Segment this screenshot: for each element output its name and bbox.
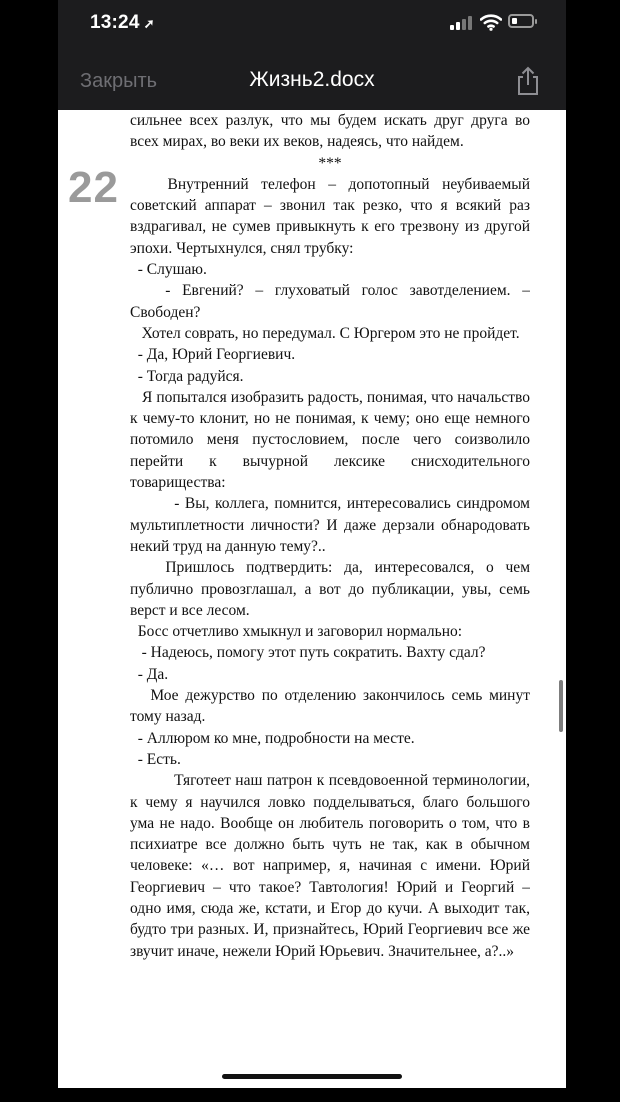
battery-level-fill: [512, 18, 517, 24]
close-button[interactable]: Закрыть: [80, 70, 158, 92]
document-paragraph: - Да.: [130, 665, 169, 683]
wifi-icon: [480, 13, 502, 31]
status-time: [90, 12, 155, 34]
document-paragraph: - Да, Юрий Георгиевич.: [130, 346, 296, 364]
cellular-signal-icon: [450, 16, 472, 30]
document-title: Жизнь2.docx: [249, 68, 375, 91]
document-paragraph: Внутренний телефон – допотопный неубиваемый советский аппарат – звонил так резко, что я всякий раз вздрагивал, не сумев привыкнуть к его трезвону из другой эпохи. Чертыхнулся, снял трубку:: [130, 175, 530, 257]
document-paragraph: - Тогда радуйся.: [130, 367, 244, 385]
document-paragraph: - Аллюром ко мне, подробности на месте.: [130, 729, 415, 747]
document-paragraph: - Есть.: [130, 750, 181, 768]
document-paragraph: Хотел соврать, но передумал. С Юргером это не пройдет.: [130, 324, 520, 342]
share-icon[interactable]: [514, 66, 542, 96]
document-paragraph: - Слушаю.: [130, 261, 207, 279]
document-paragraph: - Евгений? – глуховатый голос завотделением. – Свободен?: [130, 282, 530, 321]
scroll-indicator[interactable]: [559, 680, 563, 732]
document-paragraph: Я попытался изобразить радость, понимая, что начальство к чему-то клонит, но не понимая, к чему; оно еще немного потомило меня пустословием, после чего соизволило перейти к вычурной лексике снисходительного товарищества:: [130, 388, 530, 492]
document-paragraph: Пришлось подтвердить: да, интересовался, о чем публично провозглашал, а вот до публикации, увы, семь верст и все лесом.: [130, 559, 530, 619]
section-separator: ***: [318, 154, 342, 172]
bottom-edge: [58, 1088, 566, 1102]
document-paragraph: Босс отчетливо хмыкнул и заговорил нормально:: [130, 623, 463, 641]
location-arrow-icon: ➚: [143, 16, 155, 31]
document-body[interactable]: [130, 110, 530, 1090]
clock-text: 13:24: [90, 12, 140, 33]
document-paragraph: - Надеюсь, помогу этот путь сократить. Вахту сдал?: [130, 644, 486, 662]
document-paragraph: - Вы, коллега, помнится, интересовались синдромом мультиплетности личности? И даже дерзали обнародовать некий труд на данную тему?..: [130, 495, 530, 555]
document-paragraph: сильнее всех разлук, что мы будем искать друг друга во всех мирах, во веки их веков, надеясь, что найдем.: [130, 112, 530, 151]
battery-icon: [508, 14, 534, 28]
document-paragraph: Мое дежурство по отделению закончилось семь минут тому назад.: [130, 687, 530, 726]
app-screen: [58, 0, 566, 1102]
home-indicator[interactable]: [222, 1074, 402, 1079]
document-paragraph: Тяготеет наш патрон к псевдовоенной терминологии, к чему я научился ловко подделываться, благо большого ума не надо. Вообще он любитель поговорить о том, что в психиатре все должно быть чуть не так, как в обычном человеке: «… вот например, я, начиная с имени. Юрий Георгиевич – что такое? Тавтология! Юрий и Георгий – одно имя, сюда же, кстати, и Егор до кучи. А выходит так, будто три разных. И, признайтесь, Юрий Георгиевич все же звучит иначе, нежели Юрий Юрьевич. Значительнее, а?..»: [130, 772, 530, 960]
page-number-badge: 22: [68, 163, 119, 212]
status-bar: [58, 0, 566, 50]
navigation-bar: [58, 50, 566, 110]
